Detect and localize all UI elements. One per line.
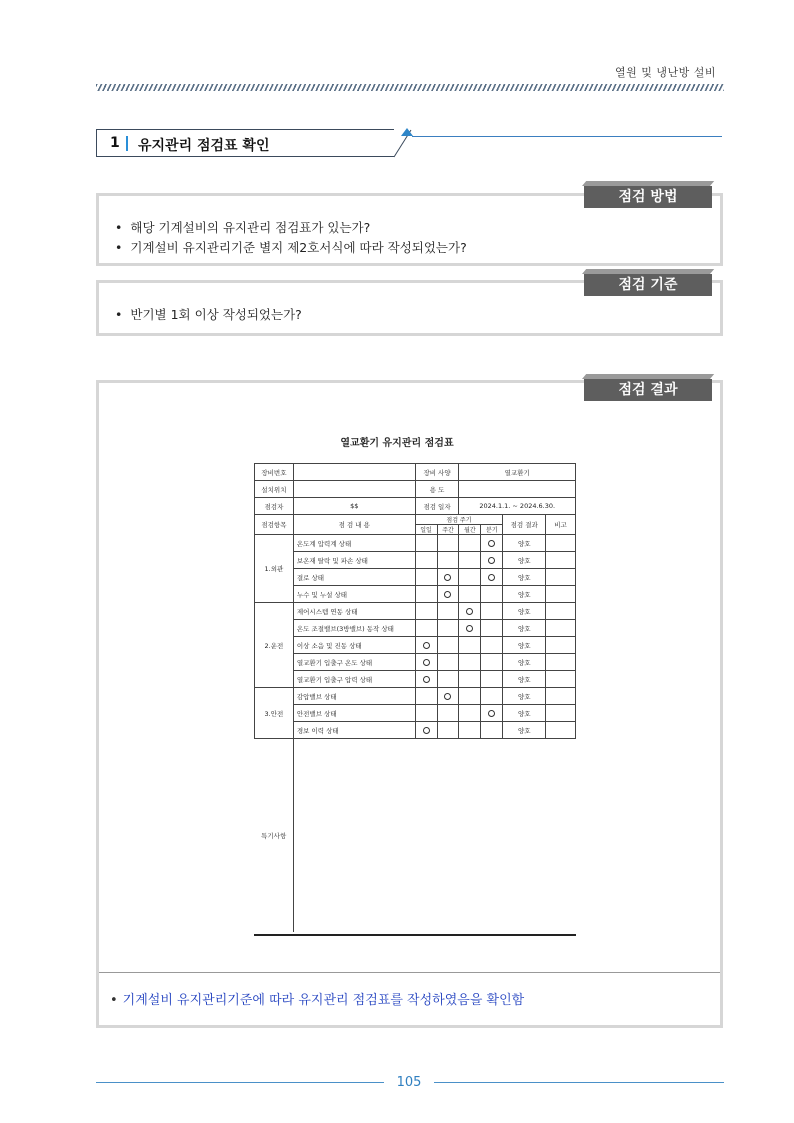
circle-mark-icon <box>423 676 430 683</box>
cycle-weekly-header: 주간 <box>437 525 459 535</box>
cycle-monthly-header: 월간 <box>459 525 481 535</box>
header-hatch-rule <box>96 84 724 91</box>
section-title: 유지관리 점검표 확인 <box>138 138 270 154</box>
form-header-row <box>255 498 576 515</box>
row-result: 양호 <box>503 603 546 620</box>
conclusion-text: • 기계설비 유지관리기준에 따라 유지관리 점검표를 작성하였음을 확인함 <box>110 989 524 1008</box>
col-item-header: 점검항목 <box>255 515 294 535</box>
row-content: 열교환기 입출구 압력 상태 <box>293 671 415 688</box>
circle-mark-icon <box>444 574 451 581</box>
row-content: 감압밸브 상태 <box>293 688 415 705</box>
circle-mark-icon <box>423 659 430 666</box>
group-label: 1.외관 <box>255 535 294 603</box>
result-tag: 점검 결과 <box>584 379 712 401</box>
form-bottom-rule <box>254 934 576 936</box>
group-label: 2.운전 <box>255 603 294 688</box>
circle-mark-icon <box>488 540 495 547</box>
row-content: 안전밸브 상태 <box>293 705 415 722</box>
footer-rule-left <box>96 1082 384 1083</box>
circle-mark-icon <box>423 642 430 649</box>
table-row <box>255 535 576 552</box>
row-content: 온도계 압력계 상태 <box>293 535 415 552</box>
row-result: 양호 <box>503 535 546 552</box>
table-row <box>255 705 576 722</box>
row-content: 보온재 탈락 및 파손 상태 <box>293 552 415 569</box>
col-remark-header: 비고 <box>546 515 576 535</box>
use-label: 용 도 <box>415 481 459 498</box>
cycle-daily-header: 일일 <box>415 525 437 535</box>
row-result: 양호 <box>503 620 546 637</box>
table-row <box>255 552 576 569</box>
spec-value: 열교환기 <box>459 464 576 481</box>
footer-rule-right <box>434 1082 724 1083</box>
row-content: 이상 소음 및 진동 상태 <box>293 637 415 654</box>
row-result: 양호 <box>503 722 546 739</box>
table-row <box>255 603 576 620</box>
circle-mark-icon <box>444 693 451 700</box>
method-item: • 해당 기계설비의 유지관리 점검표가 있는가? <box>115 218 467 238</box>
row-content: 경보 이력 상태 <box>293 722 415 739</box>
row-content: 제어시스템 연동 상태 <box>293 603 415 620</box>
section-title-box <box>96 129 394 157</box>
circle-mark-icon <box>466 608 473 615</box>
table-row <box>255 620 576 637</box>
row-result: 양호 <box>503 688 546 705</box>
circle-mark-icon <box>444 591 451 598</box>
standard-list <box>115 305 302 325</box>
row-content: 온도 조절밸브(3방밸브) 동작 상태 <box>293 620 415 637</box>
col-result-header: 점검 결과 <box>503 515 546 535</box>
circle-mark-icon <box>423 727 430 734</box>
section-number: 1 <box>110 135 120 151</box>
circle-mark-icon <box>488 557 495 564</box>
col-cycle-header: 점검 주기 <box>415 515 503 525</box>
date-value: 2024.1.1. ~ 2024.6.30. <box>459 498 576 515</box>
table-row <box>255 569 576 586</box>
table-row <box>255 637 576 654</box>
table-row <box>255 586 576 603</box>
row-result: 양호 <box>503 671 546 688</box>
notes-label: 특기사항 <box>255 739 294 932</box>
inspector-label: 점검자 <box>255 498 294 515</box>
row-result: 양호 <box>503 637 546 654</box>
circle-mark-icon <box>488 574 495 581</box>
use-value <box>459 481 576 498</box>
inspector-value: $$ <box>293 498 415 515</box>
method-list <box>115 218 467 258</box>
table-row <box>255 688 576 705</box>
page-number: 105 <box>396 1075 422 1090</box>
row-content: 열교환기 입출구 온도 상태 <box>293 654 415 671</box>
equipment-no-label: 장비번호 <box>255 464 294 481</box>
row-result: 양호 <box>503 654 546 671</box>
equipment-no-value <box>293 464 415 481</box>
form-header-row <box>255 481 576 498</box>
section-title-triangle <box>399 127 415 137</box>
circle-mark-icon <box>488 710 495 717</box>
row-content: 누수 및 누설 상태 <box>293 586 415 603</box>
table-row <box>255 654 576 671</box>
notes-value <box>293 739 575 932</box>
spec-label: 장비 사양 <box>415 464 459 481</box>
location-value <box>293 481 415 498</box>
form-header-row <box>255 464 576 481</box>
standard-tag: 점검 기준 <box>584 274 712 296</box>
method-item: • 기계설비 유지관리기준 별지 제2호서식에 따라 작성되었는가? <box>115 238 467 258</box>
table-row <box>255 722 576 739</box>
inspection-form-table <box>254 463 576 932</box>
section-title-divider <box>126 136 128 151</box>
standard-item: • 반기별 1회 이상 작성되었는가? <box>115 305 302 325</box>
table-row <box>255 671 576 688</box>
date-label: 점검 일자 <box>415 498 459 515</box>
row-result: 양호 <box>503 552 546 569</box>
group-label: 3.안전 <box>255 688 294 739</box>
method-tag: 점검 방법 <box>584 186 712 208</box>
cycle-quarterly-header: 분기 <box>481 525 503 535</box>
running-head-title: 열원 및 냉난방 설비 <box>615 66 716 79</box>
section-title-rule <box>412 136 722 137</box>
row-result: 양호 <box>503 705 546 722</box>
row-content: 결로 상태 <box>293 569 415 586</box>
location-label: 설치위치 <box>255 481 294 498</box>
notes-row <box>255 739 576 932</box>
circle-mark-icon <box>466 625 473 632</box>
column-header-row <box>255 515 576 525</box>
conclusion-divider <box>99 972 720 973</box>
row-result: 양호 <box>503 586 546 603</box>
row-result: 양호 <box>503 569 546 586</box>
form-title: 열교환기 유지관리 점검표 <box>340 438 454 449</box>
col-content-header: 점 검 내 용 <box>293 515 415 535</box>
